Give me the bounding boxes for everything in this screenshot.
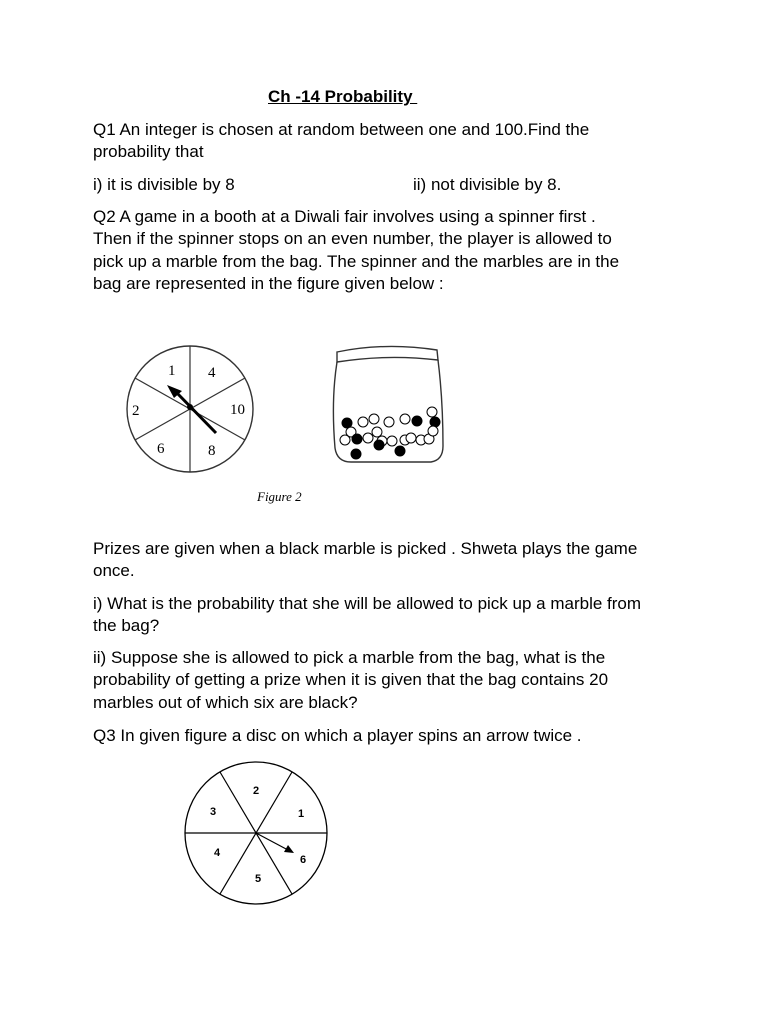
- black-marble: [351, 449, 361, 459]
- q2-part-ii-line-3: marbles out of which six are black?: [93, 693, 358, 712]
- spinner-number: 2: [132, 403, 140, 419]
- spinner-pivot: [187, 404, 193, 410]
- disc-number: 5: [255, 873, 262, 885]
- white-marble: [340, 435, 350, 445]
- spinner-number: 10: [230, 402, 245, 418]
- disc-number: 2: [253, 785, 260, 797]
- disc-figure: [180, 762, 332, 907]
- spinner-number: 4: [208, 365, 216, 381]
- black-marble: [395, 446, 405, 456]
- white-marble: [358, 417, 368, 427]
- white-marble: [369, 414, 379, 424]
- figure-caption: Figure 2: [257, 489, 302, 504]
- q2-part-ii-line-2: probability of getting a prize when it is given that the bag contains 20: [93, 670, 609, 689]
- white-marble: [428, 426, 438, 436]
- q1-text-line-1: Q1 An integer is chosen at random between one and 100.Find the: [93, 120, 590, 139]
- white-marble: [372, 427, 382, 437]
- disc-number: 1: [298, 808, 305, 820]
- marbles-group: [340, 407, 440, 459]
- q2-text-line-2: Then if the spinner stops on an even number, the player is allowed to: [93, 229, 612, 248]
- black-marble: [342, 418, 352, 428]
- spinner-figure: [120, 340, 270, 480]
- black-marble: [374, 440, 384, 450]
- q2-text-line-1: Q2 A game in a booth at a Diwali fair involves using a spinner first .: [93, 207, 596, 226]
- page-title: Ch -14 Probability: [268, 87, 418, 106]
- prizes-text-line-1: Prizes are given when a black marble is picked . Shweta plays the game: [93, 539, 638, 558]
- black-marble: [430, 417, 440, 427]
- black-marble: [412, 416, 422, 426]
- prizes-text-line-2: once.: [93, 561, 135, 580]
- white-marble: [384, 417, 394, 427]
- marble-bag-figure: [325, 340, 450, 470]
- q1-text-line-2: probability that: [93, 142, 204, 161]
- bag-rim: [337, 346, 438, 362]
- spinner-number: 1: [168, 363, 176, 379]
- disc-number: 6: [300, 854, 307, 866]
- white-marble: [427, 407, 437, 417]
- q2-text-line-4: bag are represented in the figure given below :: [93, 274, 444, 293]
- q1-part-ii: ii) not divisible by 8.: [413, 175, 562, 194]
- q3-text: Q3 In given figure a disc on which a player spins an arrow twice .: [93, 726, 582, 745]
- white-marble: [387, 436, 397, 446]
- spinner-number: 8: [208, 443, 216, 459]
- bag-body: [333, 360, 443, 462]
- q1-part-i: i) it is divisible by 8: [93, 175, 235, 194]
- white-marble: [400, 414, 410, 424]
- black-marble: [352, 434, 362, 444]
- q2-part-i-line-1: i) What is the probability that she will be allowed to pick up a marble from: [93, 594, 642, 613]
- q2-part-ii-line-1: ii) Suppose she is allowed to pick a marble from the bag, what is the: [93, 648, 606, 667]
- white-marble: [363, 433, 373, 443]
- q2-part-i-line-2: the bag?: [93, 616, 160, 635]
- white-marble: [406, 433, 416, 443]
- disc-number: 3: [210, 806, 217, 818]
- disc-number: 4: [214, 847, 221, 859]
- spinner-number: 6: [157, 441, 165, 457]
- q2-text-line-3: pick up a marble from the bag. The spinner and the marbles are in the: [93, 252, 620, 271]
